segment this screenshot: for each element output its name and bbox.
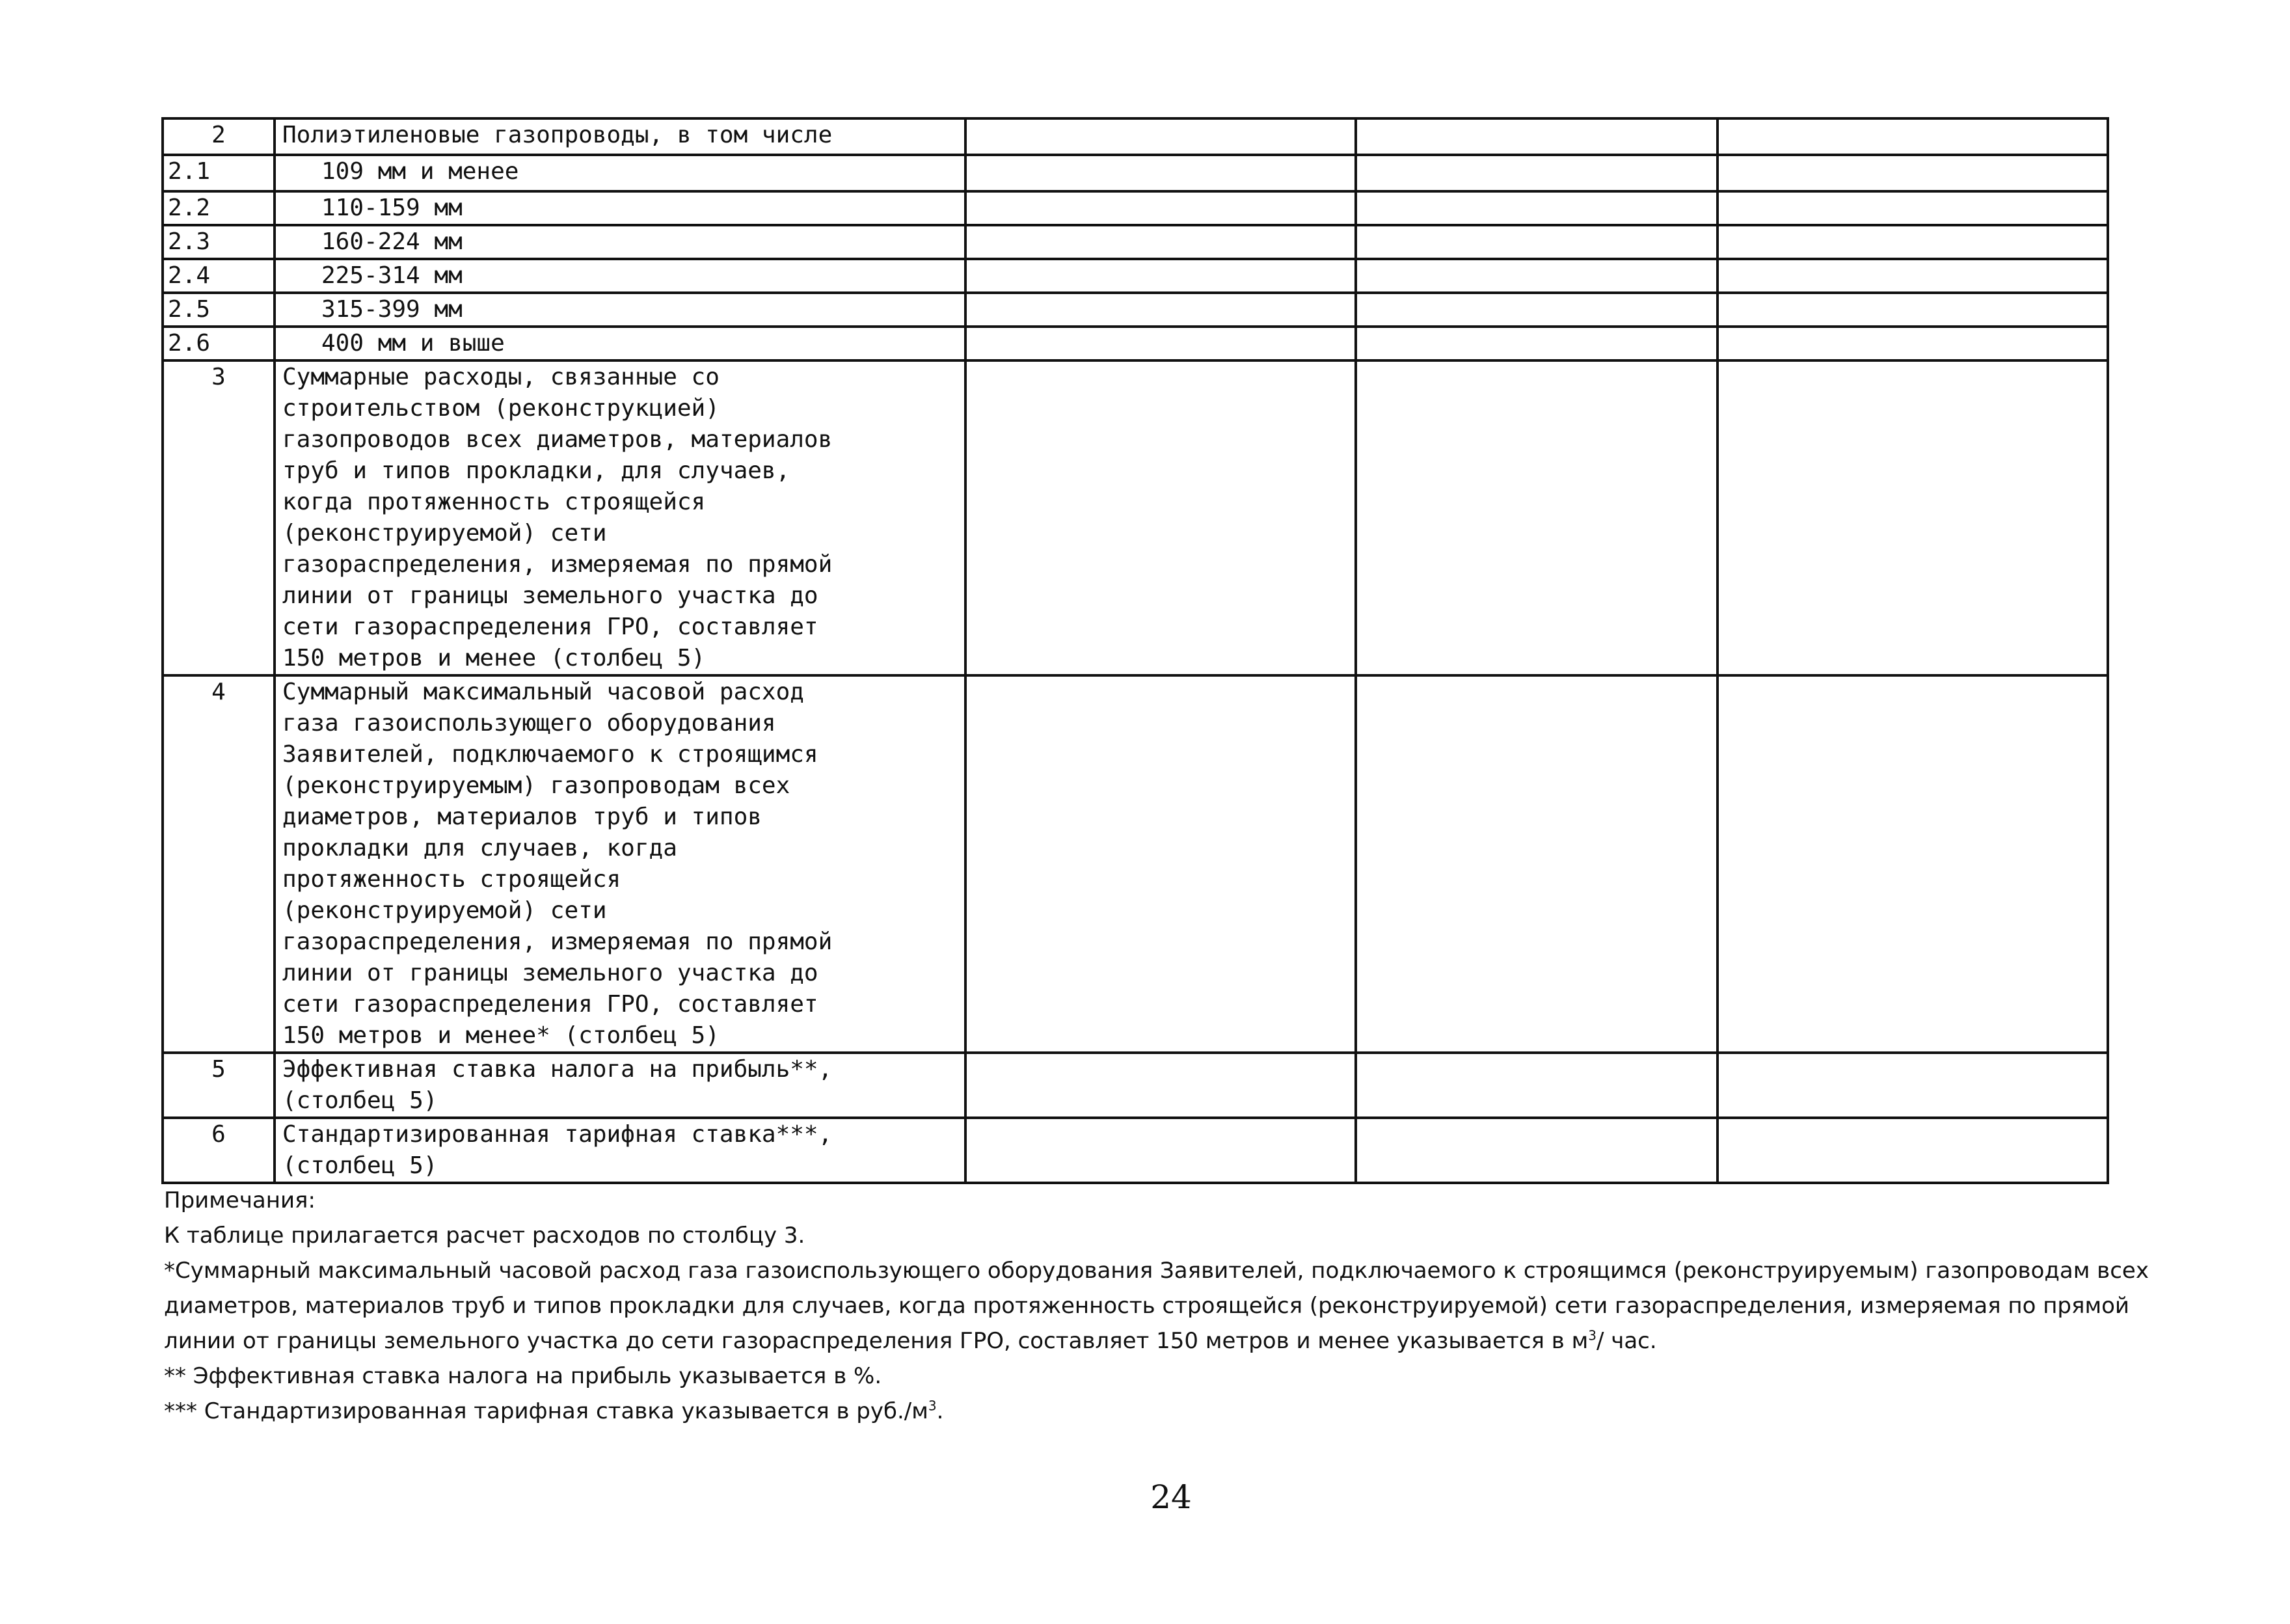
empty-value-cell (1717, 118, 2108, 155)
notes-section (164, 1183, 2155, 1429)
table-row (163, 155, 2108, 191)
empty-value-cell (1717, 259, 2108, 293)
empty-value-cell (965, 675, 1356, 1053)
empty-value-cell (1356, 155, 1717, 191)
data-table (161, 117, 2109, 1184)
empty-value-cell (1356, 1118, 1717, 1183)
empty-value-cell (965, 1053, 1356, 1118)
empty-value-cell (1356, 675, 1717, 1053)
row-description-cell: 315-399 мм (275, 293, 965, 327)
row-number-cell: 6 (163, 1118, 275, 1183)
row-description-cell: 225-314 мм (275, 259, 965, 293)
empty-value-cell (1356, 293, 1717, 327)
note-footnote-1 (164, 1253, 2155, 1359)
empty-value-cell (965, 225, 1356, 259)
row-number-cell: 2.4 (163, 259, 275, 293)
row-description-cell: 400 мм и выше (275, 327, 965, 360)
empty-value-cell (965, 191, 1356, 225)
empty-value-cell (1717, 1118, 2108, 1183)
row-description-cell: Стандартизированная тарифная ставка***, (столбец 5) (275, 1118, 965, 1183)
row-description-cell: 109 мм и менее (275, 155, 965, 191)
note-footnote-2: ** Эффективная ставка налога на прибыль указывается в %. (164, 1363, 882, 1389)
empty-value-cell (1356, 360, 1717, 675)
empty-value-cell (1717, 327, 2108, 360)
note-footnote-3-superscript: 3 (928, 1398, 937, 1414)
row-number-cell: 2 (163, 118, 275, 155)
table-row (163, 1118, 2108, 1183)
empty-value-cell (1717, 155, 2108, 191)
note-footnote-3 (164, 1394, 2155, 1429)
row-number-cell: 3 (163, 360, 275, 675)
row-description-cell: Суммарный максимальный часовой расход газа газоиспользующего оборудования Заявителей, подключаемого к строящимся (реконструируемым) газопроводам всех диаметров, материалов труб и типов прокладки для случаев, когда протяженность строящейся (реконструируемой) сети газораспределения, измеряемая по прямой линии от границы земельного участка до сети газораспределения ГРО, составляет 150 метров и менее* (столбец 5) (275, 675, 965, 1053)
table-row (163, 293, 2108, 327)
table-row (163, 118, 2108, 155)
empty-value-cell (1717, 1053, 2108, 1118)
table-row (163, 1053, 2108, 1118)
empty-value-cell (965, 259, 1356, 293)
table-row (163, 327, 2108, 360)
empty-value-cell (965, 155, 1356, 191)
note-footnote-1-unit: / час. (1596, 1328, 1657, 1354)
notes-heading: Примечания: (164, 1187, 316, 1213)
empty-value-cell (1717, 360, 2108, 675)
row-description-cell: Эффективная ставка налога на прибыль**, (столбец 5) (275, 1053, 965, 1118)
row-number-cell: 4 (163, 675, 275, 1053)
row-description-cell: Полиэтиленовые газопроводы, в том числе (275, 118, 965, 155)
note-footnote-1-text: *Суммарный максимальный часовой расход газа газоиспользующего оборудования Заявителей, подключаемого к строящимся (реконструируемым) газопроводам всех диаметров, материалов труб и типов прокладки для случаев, когда протяженность строящейся (реконструируемой) сети газораспределения, измеряемая по прямой линии от границы земельного участка до сети газораспределения ГРО, составляет 150 метров и менее указывается в м (164, 1258, 2149, 1354)
row-description-cell: 110-159 мм (275, 191, 965, 225)
empty-value-cell (1356, 1053, 1717, 1118)
empty-value-cell (965, 327, 1356, 360)
page-number: 24 (1150, 1478, 1192, 1516)
note-footnote-3-text: *** Стандартизированная тарифная ставка указывается в руб./м (164, 1398, 928, 1424)
table-row (163, 259, 2108, 293)
row-number-cell: 2.1 (163, 155, 275, 191)
table-row (163, 225, 2108, 259)
row-number-cell: 2.5 (163, 293, 275, 327)
empty-value-cell (1717, 225, 2108, 259)
row-description-cell: Суммарные расходы, связанные со строительством (реконструкцией) газопроводов всех диаметров, материалов труб и типов прокладки, для случаев, когда протяженность строящейся (реконструируемой) сети газораспределения, измеряемая по прямой линии от границы земельного участка до сети газораспределения ГРО, составляет 150 метров и менее (столбец 5) (275, 360, 965, 675)
empty-value-cell (1356, 191, 1717, 225)
table-row (163, 360, 2108, 675)
empty-value-cell (965, 293, 1356, 327)
row-number-cell: 2.2 (163, 191, 275, 225)
empty-value-cell (1356, 327, 1717, 360)
empty-value-cell (1717, 191, 2108, 225)
table-body (163, 118, 2108, 1183)
empty-value-cell (1717, 675, 2108, 1053)
empty-value-cell (965, 360, 1356, 675)
empty-value-cell (965, 1118, 1356, 1183)
row-number-cell: 5 (163, 1053, 275, 1118)
table-row (163, 191, 2108, 225)
empty-value-cell (1356, 118, 1717, 155)
note-footnote-3-end: . (936, 1398, 944, 1424)
note-footnote-1-superscript: 3 (1588, 1327, 1596, 1344)
row-number-cell: 2.6 (163, 327, 275, 360)
empty-value-cell (1356, 225, 1717, 259)
empty-value-cell (1356, 259, 1717, 293)
note-attachment: К таблице прилагается расчет расходов по столбцу 3. (164, 1223, 805, 1249)
empty-value-cell (1717, 293, 2108, 327)
table-row (163, 675, 2108, 1053)
empty-value-cell (965, 118, 1356, 155)
row-description-cell: 160-224 мм (275, 225, 965, 259)
row-number-cell: 2.3 (163, 225, 275, 259)
